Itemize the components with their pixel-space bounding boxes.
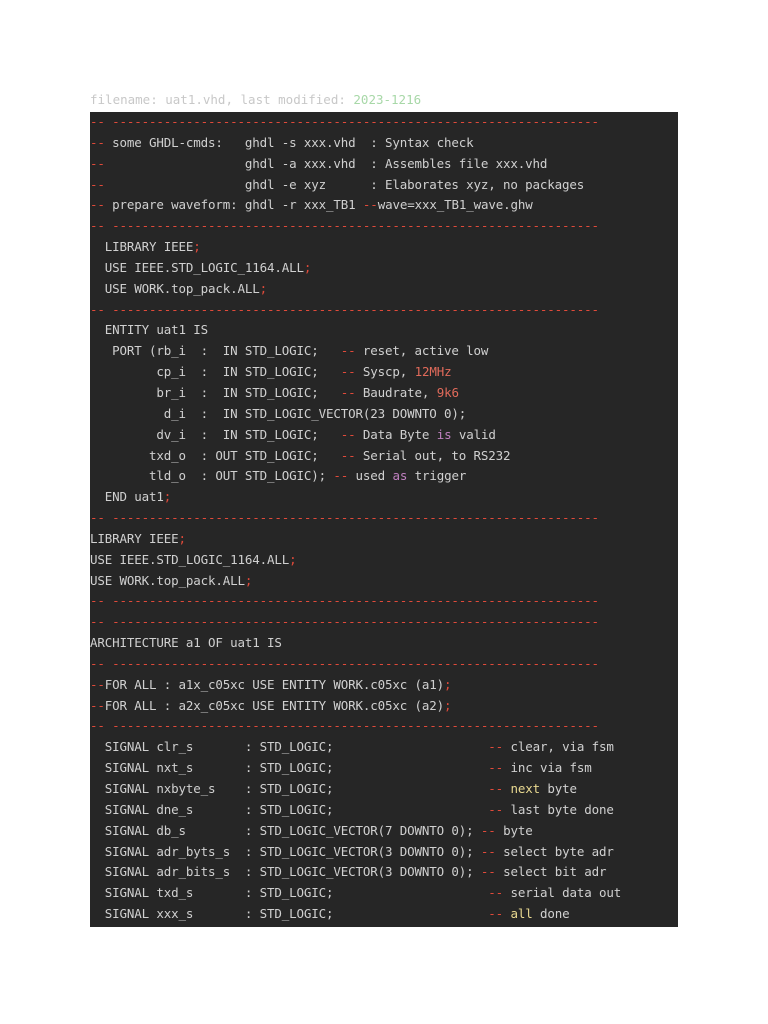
code-token: ; <box>193 239 201 255</box>
code-token: SIGNAL nxt_s : STD_LOGIC; <box>90 760 489 776</box>
code-token: -- <box>333 468 349 484</box>
code-line <box>90 320 678 341</box>
code-line <box>90 716 678 737</box>
code-token: all <box>503 906 533 922</box>
file-header-text: filename: uat1.vhd, last modified: <box>90 92 354 107</box>
code-token: prepare waveform: ghdl -r xxx_TB1 <box>104 197 363 213</box>
code-token: -- ------------------------------------------------------------------ <box>90 218 599 234</box>
code-line <box>90 758 678 779</box>
code-line <box>90 279 678 300</box>
code-token: -- <box>488 760 504 776</box>
code-token: inc via fsm <box>503 760 592 776</box>
code-token: ; <box>163 489 172 505</box>
code-token: -- ------------------------------------------------------------------ <box>90 301 599 317</box>
code-token: FOR ALL : a1x_c05xc USE ENTITY WORK.c05xc (a1) <box>104 676 445 692</box>
code-token: -- <box>340 384 356 400</box>
code-token: -- <box>488 781 504 796</box>
code-token: 12MHz <box>414 364 452 380</box>
code-line <box>90 862 678 883</box>
code-line <box>90 404 678 425</box>
code-token: some GHDL-cmds: ghdl -s xxx.vhd : Syntax check <box>104 134 474 150</box>
code-token: PORT (rb_i : IN STD_LOGIC; <box>90 343 341 359</box>
code-token: -- ------------------------------------------------------------------ <box>90 593 599 609</box>
code-line <box>90 654 678 675</box>
code-token: ; <box>444 697 452 713</box>
code-token: USE IEEE.STD_LOGIC_1164.ALL <box>90 259 304 275</box>
code-token: SIGNAL dne_s : STD_LOGIC; <box>90 801 489 817</box>
code-line <box>90 779 678 800</box>
code-token: trigger <box>407 468 467 484</box>
code-line <box>90 300 678 321</box>
code-token: Baudrate, <box>355 384 437 400</box>
code-line <box>90 675 678 696</box>
code-token: -- ------------------------------------------------------------------ <box>90 114 599 129</box>
code-token: FOR ALL : a2x_c05xc USE ENTITY WORK.c05xc (a2) <box>104 697 445 713</box>
code-line <box>90 904 678 925</box>
code-token: reset, active low <box>355 343 489 359</box>
code-token: USE WORK.top_pack.ALL <box>90 280 260 296</box>
code-token: USE WORK.top_pack.ALL <box>90 572 245 588</box>
code-token: next <box>503 781 540 796</box>
file-header-date: 2023-1216 <box>353 92 422 107</box>
code-token: ghdl -a xxx.vhd : Assembles file xxx.vhd <box>104 155 548 171</box>
code-token: -- ------------------------------------------------------------------ <box>90 655 599 671</box>
code-line <box>90 154 678 175</box>
code-line <box>90 612 678 633</box>
code-line <box>90 883 678 904</box>
code-token: SIGNAL txd_s : STD_LOGIC; <box>90 885 489 901</box>
code-line <box>90 591 678 612</box>
code-token: Syscp, <box>355 364 415 380</box>
code-token: ARCHITECTURE a1 OF uat1 IS <box>90 635 282 651</box>
code-token: -- ------------------------------------------------------------------ <box>90 510 599 526</box>
code-token: -- <box>488 885 504 901</box>
code-token: br_i : IN STD_LOGIC; <box>90 384 341 400</box>
code-token: -- <box>90 676 105 692</box>
code-token: END uat1 <box>90 489 164 505</box>
code-line <box>90 258 678 279</box>
code-token: -- <box>480 822 496 838</box>
code-line <box>90 362 678 383</box>
code-token: -- <box>362 197 378 213</box>
code-line <box>90 466 678 487</box>
code-token: ; <box>303 259 312 275</box>
code-token: LIBRARY IEEE <box>90 530 179 546</box>
code-line <box>90 383 678 404</box>
code-token: ENTITY uat1 IS <box>90 322 209 338</box>
code-token: -- <box>90 134 105 150</box>
code-token: tld_o : OUT STD_LOGIC); <box>90 468 334 484</box>
code-token: last byte done <box>503 801 614 817</box>
code-token: -- ------------------------------------------------------------------ <box>90 614 599 630</box>
code-token: -- <box>90 697 105 713</box>
code-token: Data Byte <box>355 426 437 442</box>
code-token: -- <box>340 447 356 463</box>
code-token: Serial out, to RS232 <box>355 447 511 463</box>
code-line <box>90 446 678 467</box>
code-block <box>90 112 678 927</box>
code-token: done <box>532 906 570 922</box>
code-token: -- <box>90 176 105 192</box>
code-token: SIGNAL adr_bits_s : STD_LOGIC_VECTOR(3 DOWNTO 0); <box>90 864 481 880</box>
code-line <box>90 216 678 237</box>
code-line <box>90 425 678 446</box>
code-line <box>90 737 678 758</box>
code-token: USE IEEE.STD_LOGIC_1164.ALL <box>90 551 290 567</box>
code-token: ; <box>289 551 297 567</box>
code-line <box>90 341 678 362</box>
code-token: is <box>436 426 452 442</box>
code-token: ghdl -e xyz : Elaborates xyz, no packages <box>104 176 585 192</box>
code-line <box>90 821 678 842</box>
code-line <box>90 571 678 592</box>
code-token: SIGNAL xxx_s : STD_LOGIC; <box>90 906 489 922</box>
code-token: -- <box>480 864 496 880</box>
code-token: serial data out <box>503 885 622 901</box>
code-token: SIGNAL db_s : STD_LOGIC_VECTOR(7 DOWNTO 0); <box>90 822 481 838</box>
code-token: -- <box>90 155 105 171</box>
code-token: -- <box>480 843 496 859</box>
code-token: wave=xxx_TB1_wave.ghw <box>377 197 533 213</box>
code-token: -- <box>340 364 356 380</box>
code-line <box>90 237 678 258</box>
code-token: ; <box>259 280 268 296</box>
code-token: valid <box>451 426 496 442</box>
code-line <box>90 800 678 821</box>
file-header <box>90 90 421 110</box>
code-token: -- ------------------------------------------------------------------ <box>90 718 599 734</box>
code-line <box>90 508 678 529</box>
code-line <box>90 842 678 863</box>
code-token: ; <box>444 676 452 692</box>
code-token: txd_o : OUT STD_LOGIC; <box>90 447 341 463</box>
code-token: clear, via fsm <box>503 739 614 755</box>
code-line <box>90 633 678 654</box>
code-token: cp_i : IN STD_LOGIC; <box>90 364 341 380</box>
code-token: SIGNAL clr_s : STD_LOGIC; <box>90 739 489 755</box>
code-line <box>90 195 678 216</box>
code-token: -- <box>488 739 504 755</box>
code-token: used <box>348 468 393 484</box>
code-token: ; <box>178 530 186 546</box>
code-token: -- <box>340 343 356 359</box>
code-token: -- <box>488 906 504 922</box>
code-token: LIBRARY IEEE <box>90 239 194 255</box>
code-token: as <box>392 468 408 484</box>
code-token: select bit adr <box>495 864 607 880</box>
code-token: -- <box>488 801 504 817</box>
code-line <box>90 696 678 717</box>
code-token: 9k6 <box>436 384 459 400</box>
code-token: -- <box>340 426 356 442</box>
code-token: dv_i : IN STD_LOGIC; <box>90 426 341 442</box>
code-line <box>90 550 678 571</box>
code-token: byte <box>539 781 577 796</box>
code-line <box>90 175 678 196</box>
code-line <box>90 133 678 154</box>
code-token: select byte adr <box>495 843 614 859</box>
code-token: d_i : IN STD_LOGIC_VECTOR(23 DOWNTO 0); <box>90 405 467 421</box>
code-token: SIGNAL adr_byts_s : STD_LOGIC_VECTOR(3 DOWNTO 0); <box>90 843 481 859</box>
code-token: -- <box>90 197 105 213</box>
code-line <box>90 112 678 133</box>
code-token: SIGNAL nxbyte_s : STD_LOGIC; <box>90 781 489 796</box>
code-line <box>90 487 678 508</box>
code-token: ; <box>244 572 253 588</box>
code-line <box>90 529 678 550</box>
code-token: byte <box>495 822 533 838</box>
